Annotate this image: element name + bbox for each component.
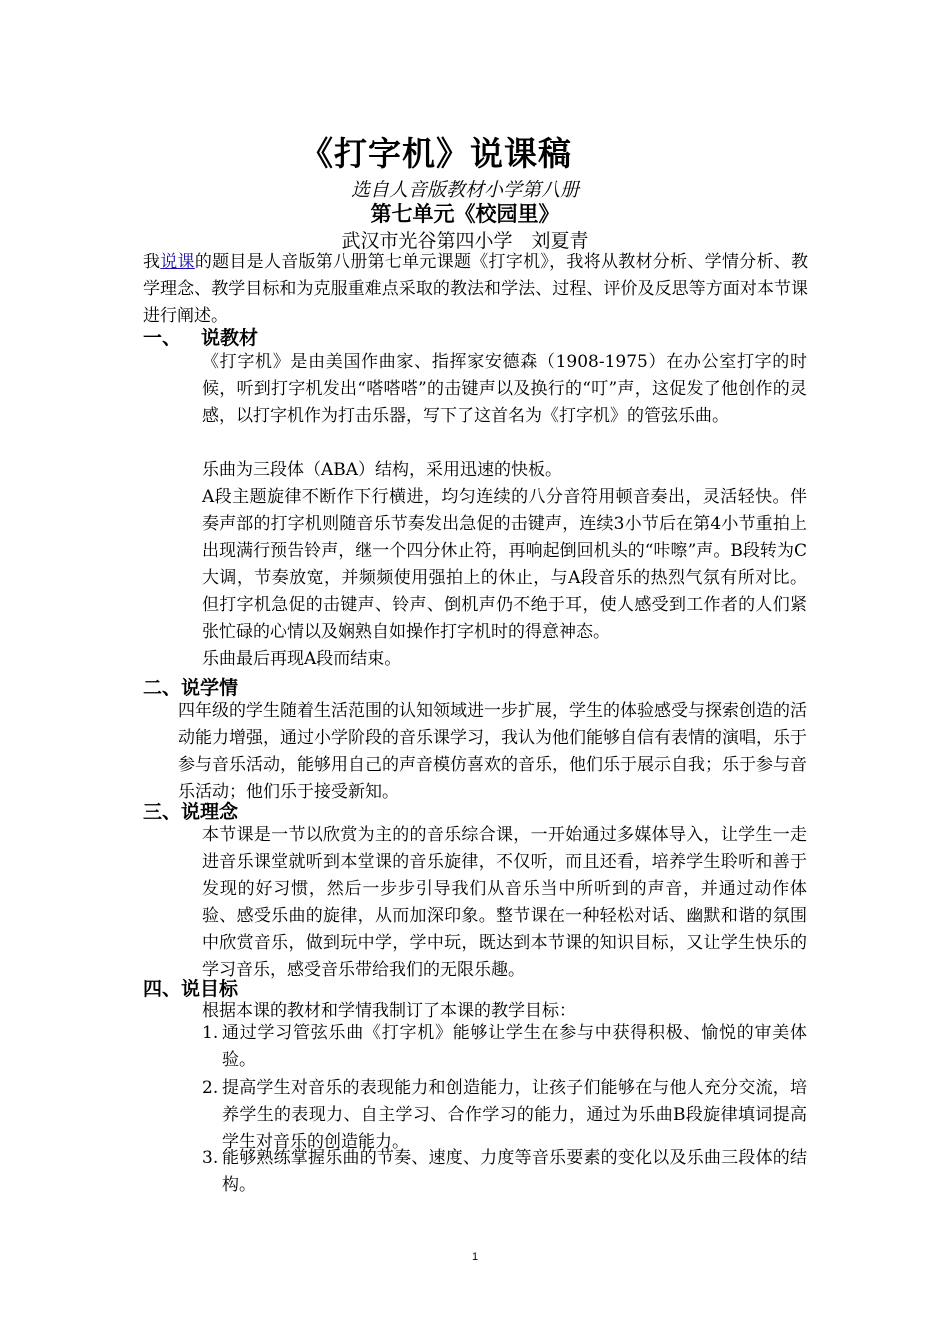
section-number: 三、 (143, 801, 182, 823)
intro-link[interactable]: 说课 (160, 252, 195, 272)
section-heading-1 (143, 323, 258, 350)
intro-rest: 的题目是人音版第八册第七单元课题《打字机》，我将从教材分析、学情分析、教学理念、教学目标和为克服重难点采取的教法和学法、过程、评价及反思等方面对本节课进行阐述。 (143, 252, 809, 326)
list-marker: 1. (202, 1023, 219, 1043)
section-1-paragraph-4: 乐曲最后再现A段而结束。 (202, 649, 402, 669)
document-title: 《打字机》说课稿 (300, 134, 572, 173)
section-number: 四、 (143, 978, 182, 1000)
section-number: 一、 (143, 327, 182, 349)
unit-subtitle: 第七单元《校园里》 (370, 202, 560, 226)
list-item (202, 1020, 807, 1074)
section-2-paragraph-1: 四年级的学生随着生活范围的认知领域进一步扩展，学生的体验感受与探索创造的活动能力增强，通过小学阶段的音乐课学习，我认为他们能够自信有表情的演唱，乐于参与音乐活动，能够用自己的声音模仿喜欢的音乐，他们乐于展示自我；乐于参与音乐活动；他们乐于接受新知。 (178, 701, 807, 802)
list-item (202, 1075, 807, 1156)
list-text: 提高学生对音乐的表现能力和创造能力，让孩子们能够在与他人充分交流，培养学生的表现力、自主学习、合作学习的能力，通过为乐曲B段旋律填词提高学生对音乐的创造能力。 (222, 1078, 807, 1152)
section-1-paragraph-3: A段主题旋律不断作下行横进，均匀连续的八分音符用顿音奏出，灵活轻快。伴奏声部的打字机则随音乐节奏发出急促的击键声，连续3小节后在第4小节重拍上出现满行预告铃声，继一个四分休止符，再响起倒回机头的“咔嚓”声。B段转为C大调，节奏放宽，并频频使用强拍上的休止，与A段音乐的热烈气氛有所对比。但打字机急促的击键声、铃声、倒机声仍不绝于耳，使人感受到工作者的人们紧张忙碌的心情以及娴熟自如操作打字机时的得意神态。 (202, 487, 807, 642)
list-text: 通过学习管弦乐曲《打字机》能够让学生在参与中获得积极、愉悦的审美体验。 (222, 1023, 807, 1070)
list-item (202, 1145, 807, 1199)
intro-prefix: 我 (143, 252, 161, 272)
list-text: 能够熟练掌握乐曲的节奏、速度、力度等音乐要素的变化以及乐曲三段体的结构。 (222, 1148, 807, 1195)
section-1-paragraph-2: 乐曲为三段体（ABA）结构，采用迅速的快板。 (202, 460, 563, 480)
section-4-paragraph-1: 根据本课的教材和学情我制订了本课的教学目标： (202, 1001, 576, 1021)
list-marker: 2. (202, 1078, 219, 1098)
section-heading-3 (143, 797, 238, 824)
section-1-paragraph-1: 《打字机》是由美国作曲家、指挥家安德森（1908-1975）在办公室打字的时候，听到打字机发出“嗒嗒嗒”的击键声以及换行的“叮”声，这促发了他创作的灵感，以打字机作为打击乐器，写下了这首名为《打字机》的管弦乐曲。 (202, 352, 807, 426)
section-3-paragraph-1: 本节课是一节以欣赏为主的的音乐综合课，一开始通过多媒体导入，让学生一走进音乐课堂就听到本堂课的音乐旋律，不仅听，而且还看，培养学生聆听和善于发现的好习惯，然后一步步引导我们从音乐当中所听到的声音，并通过动作体验、感受乐曲的旋律，从而加深印象。整节课在一种轻松对话、幽默和谐的氛围中欣赏音乐，做到玩中学，学中玩，既达到本节课的知识目标，又让学生快乐的学习音乐，感受音乐带给我们的无限乐趣。 (202, 825, 807, 980)
section-number: 二、 (143, 677, 182, 699)
section-heading-2 (143, 673, 238, 700)
section-title: 说目标 (181, 978, 239, 1000)
source-subtitle: 选自人音版教材小学第八册 (350, 179, 579, 201)
list-marker: 3. (202, 1148, 219, 1168)
section-heading-4 (143, 974, 238, 1001)
section-title: 说学情 (181, 677, 239, 699)
author-line: 武汉市光谷第四小学 刘夏青 (341, 230, 589, 252)
section-title: 说理念 (181, 801, 239, 823)
section-title: 说教材 (201, 327, 259, 349)
page-number: 1 (471, 1251, 479, 1263)
intro-paragraph (143, 249, 808, 330)
